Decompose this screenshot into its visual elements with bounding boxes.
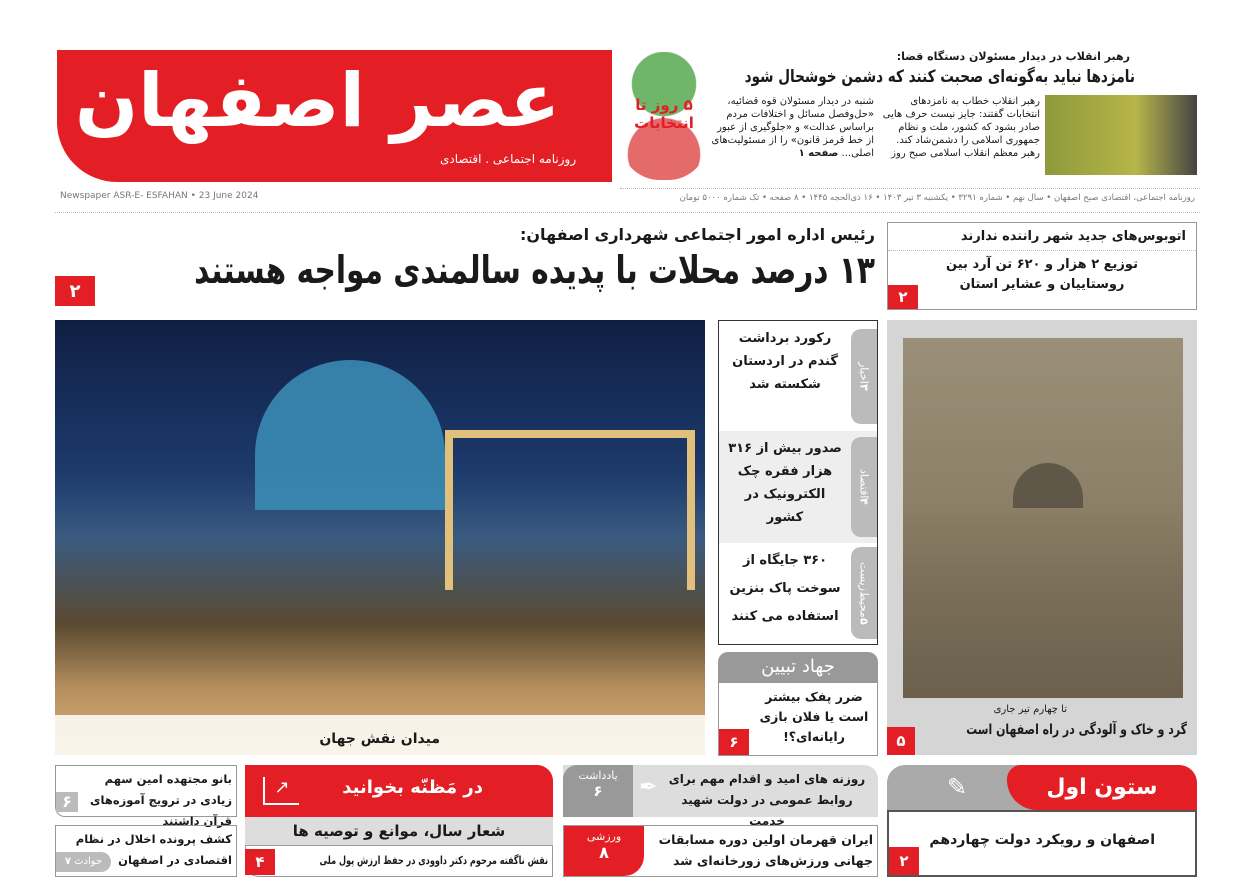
brief-text: ۳۶۰ جایگاه از سوخت پاک بنزین استفاده می کنند	[729, 553, 841, 624]
item-text: بانو مجتهده امین سهم زیادی در ترویج آموزه‌های قرآن داشتند	[90, 772, 232, 828]
main-photo-caption: میدان نقش جهان	[319, 731, 440, 747]
featured-box[interactable]	[245, 765, 553, 877]
dome-shape	[255, 360, 445, 510]
divider	[620, 188, 1200, 189]
first-column-title: ستون اول	[1007, 765, 1197, 810]
section-label: یادداشت	[578, 769, 618, 782]
pollution-photo	[903, 338, 1183, 698]
page-badge: ۵	[887, 727, 915, 755]
page-badge: ۲	[55, 276, 95, 306]
chart-trend-icon: ↗	[263, 777, 299, 805]
first-column-text: اصفهان و رویکرد دولت چهاردهم	[929, 832, 1155, 848]
tagline: روزنامه اجتماعی . اقتصادی	[440, 152, 577, 166]
page-num: ۶	[593, 782, 603, 800]
sport-box[interactable]	[563, 825, 878, 877]
bottom-left-item[interactable]: کشف پرونده اخلال در نظام اقتصادی در اصفهان ۷ حوادث	[55, 825, 237, 877]
main-photo	[55, 320, 705, 755]
top-story-photo	[1045, 95, 1197, 175]
top-story-col1: رهبر انقلاب خطاب به نامزدهای انتخابات گفتند: جایز نیست حرف هایی صادر بشود که کشور، ملت و نظام جمهوری اسلامی را دشمن‌شاد کند. رهبر معظم انقلاب اسلامی صبح روز	[882, 96, 1040, 159]
featured-headline: شعار سال، موانع و توصیه ها	[245, 817, 553, 845]
first-column-box[interactable]	[887, 765, 1197, 877]
item-text: روزنه های امید و اقدام مهم برای روابط عمومی در دولت شهید خدمت	[668, 772, 866, 828]
right-photo-headline[interactable]: گرد و خاک و آلودگی در راه اصفهان است	[966, 722, 1187, 738]
page-badge: ۲	[889, 847, 919, 875]
page-badge: ۲	[888, 285, 918, 309]
brief-item[interactable]: اخبار ۳ رکورد برداشت گندم در اردستان شکسته شد	[719, 321, 877, 431]
info-line-en: Newspaper ASR-E- ESFAHAN • 23 June 2024	[60, 191, 259, 201]
top-story-headline[interactable]: نامزدها نباید به‌گونه‌ای صحبت کنند که دشمن خوشحال شود	[744, 67, 1135, 87]
page-badge: ۶	[56, 792, 78, 812]
item-text: ایران قهرمان اولین دوره مسابقات جهانی ورزش‌های زورخانه‌ای شد	[658, 832, 873, 868]
feather-pen-icon: ✒	[639, 775, 658, 800]
brief-item[interactable]: اقتصاد ۴ صدور بیش از ۳۱۶ هزار فقره چک الکترونیک در کشور	[719, 431, 877, 543]
divider	[55, 212, 1200, 213]
brief-text: صدور بیش از ۳۱۶ هزار فقره چک الکترونیک در کشور	[728, 441, 842, 525]
right-photo-panel	[887, 320, 1197, 755]
brief-text: رکورد برداشت گندم در اردستان شکسته شد	[732, 331, 838, 392]
logo: عصر اصفهان	[75, 58, 561, 144]
featured-title: در مَظنّه بخوانید	[342, 777, 483, 798]
top-story-col2: شنبه در دیدار مسئولان قوه قضائیه، «حل‌وفصل مسائل و اختلافات مردم براساس عدالت» و «جلوگیری از عبور از خط قرمز قانون» را از مسئولیت‌های اصلی... صفحه ۱	[711, 96, 874, 159]
info-line: روزنامه اجتماعی، اقتصادی صبح اصفهان • سال نهم • شماره ۳۲۹۱ • یکشنبه ۳ تیر ۱۴۰۳ • ۱۶ ذی‌الحجه ۱۴۴۵ • ۸ صفحه • تک شماره ۵۰۰۰ تومان	[679, 193, 1195, 203]
lead-kicker: رئیس اداره امور اجتماعی شهرداری اصفهان:	[520, 225, 875, 244]
side-top-box[interactable]	[887, 222, 1197, 310]
top-story-kicker: رهبر انقلاب در دیدار مسئولان دستگاه قضا:	[896, 50, 1130, 63]
briefs-box	[718, 320, 878, 645]
side-top-body: توزیع ۲ هزار و ۶۲۰ تن آرد بین روستاییان و عشایر استان	[946, 257, 1138, 292]
jihad-text: ضرر پفک بیشتر است یا فلان بازی رایانه‌ای؟!	[759, 689, 869, 744]
jihad-box[interactable]	[718, 652, 878, 756]
item-text: کشف پرونده اخلال در نظام اقتصادی در اصفهان	[75, 832, 232, 867]
page-badge: ۴	[245, 849, 275, 875]
page-num: ۸	[599, 843, 609, 862]
side-top-title: اتوبوس‌های جدید شهر راننده ندارند	[888, 223, 1196, 251]
right-photo-kicker: تا چهارم تیر جاری	[993, 704, 1067, 715]
featured-sub: نقش ناگفته مرحوم دکتر داوودی در حفظ ارزش پول ملی	[319, 854, 548, 867]
jihad-title: جهاد تبیین	[718, 652, 878, 682]
lead-headline[interactable]: ۱۳ درصد محلات با پدیده سالمندی مواجه هستند	[194, 248, 875, 292]
section-label: ورزشی	[586, 830, 622, 843]
palace-shape	[445, 430, 695, 590]
note-box[interactable]	[563, 765, 878, 828]
fountain-pen-icon: ✎	[947, 773, 968, 801]
bottom-left-item[interactable]	[55, 765, 237, 828]
election-countdown-badge: ۵ روز تا انتخابات	[620, 52, 708, 180]
page-badge: ۶	[719, 729, 749, 755]
brief-item[interactable]: محیط‌زیست ۵ ۳۶۰ جایگاه از سوخت پاک بنزین استفاده می کنند	[719, 543, 877, 643]
